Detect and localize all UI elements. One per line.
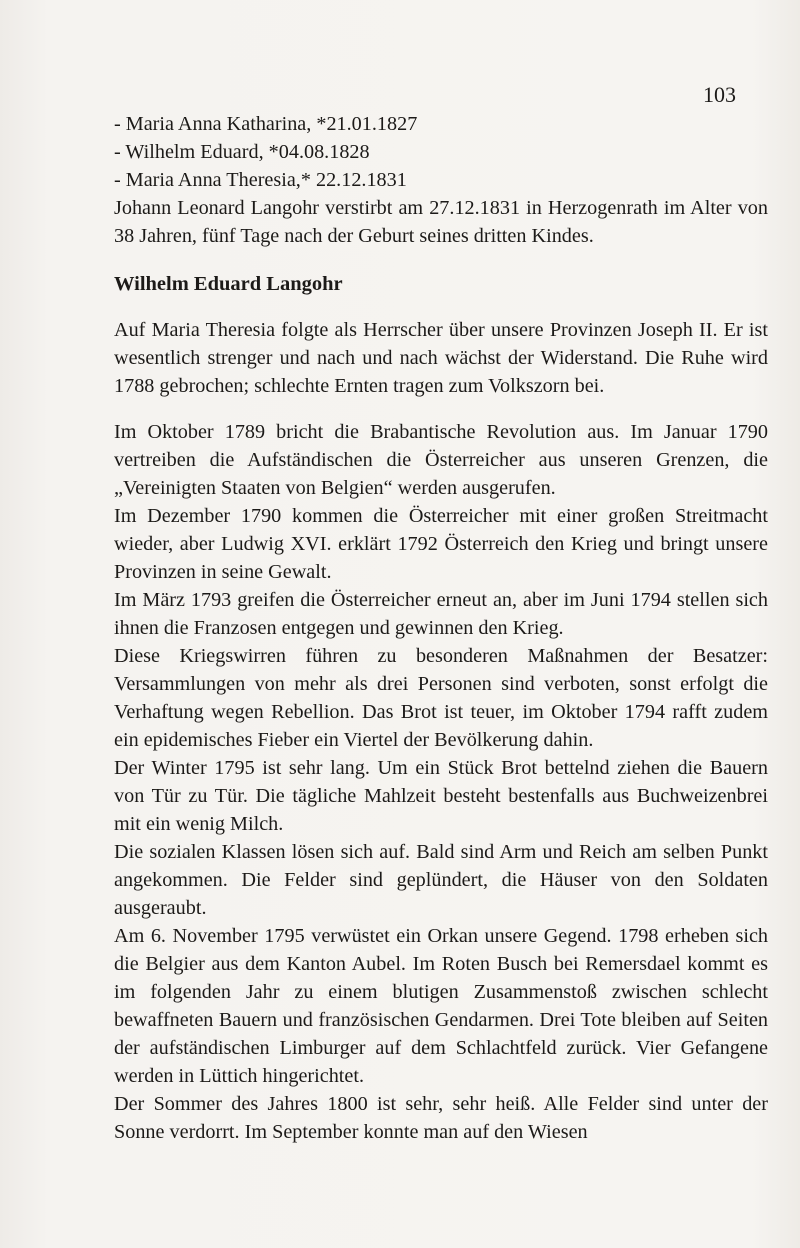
paragraph-november-1795: Am 6. November 1795 verwüstet ein Orkan unsere Gegend. 1798 erheben sich die Belgier aus dem Kanton Aubel. Im Roten Busch bei Remersdael kommt es im folgenden Jahr zu einem blutigen Zusammenstoß zwischen schlecht bewaffneten Bauern und französischen Gendarmen. Drei Tote bleiben auf Seiten der aufständischen Limburger auf dem Schlachtfeld zurück. Vier Gefangene werden in Lüttich hingerichtet. [114,925,768,1087]
paragraph-kriegswirren: Diese Kriegswirren führen zu besonderen Maßnahmen der Besatzer: Versammlungen von mehr als drei Personen sind verboten, sonst erfolgt die Verhaftung wegen Rebellion. Das Brot ist teuer, im Oktober 1794 rafft zudem ein epidemisches Fieber ein Viertel der Bevölkerung dahin. [114,645,768,751]
paragraph-social-classes: Die sozialen Klassen lösen sich auf. Bald sind Arm und Reich am selben Punkt angekommen. Die Felder sind geplündert, die Häuser von den Soldaten ausgeraubt. [114,841,768,919]
page-text [114,110,768,1146]
paragraph-march-1793: Im März 1793 greifen die Österreicher erneut an, aber im Juni 1794 stellen sich ihnen die Franzosen entgegen und gewinnen den Krieg. [114,589,768,639]
paragraph-summer-1800: Der Sommer des Jahres 1800 ist sehr, sehr heiß. Alle Felder sind unter der Sonne verdorrt. Im September konnte man auf den Wiesen [114,1093,768,1143]
intro-paragraph: Johann Leonard Langohr verstirbt am 27.12.1831 in Herzogenrath im Alter von 38 Jahren, fünf Tage nach der Geburt seines dritten Kindes. [114,197,768,247]
list-item-child-3: - Maria Anna Theresia,* 22.12.1831 [114,169,407,191]
page-number: 103 [703,82,736,107]
paragraph-brabant-revolution: Im Oktober 1789 bricht die Brabantische Revolution aus. Im Januar 1790 vertreiben die Aufständischen die Österreicher aus unseren Grenzen, die „Vereinigten Staaten von Belgien“ werden ausgerufen. [114,421,768,499]
paragraph-winter-1795: Der Winter 1795 ist sehr lang. Um ein Stück Brot bettelnd ziehen die Bauern von Tür zu Tür. Die tägliche Mahlzeit besteht bestenfalls aus Buchweizenbrei mit ein wenig Milch. [114,757,768,835]
list-item-child-1: - Maria Anna Katharina, *21.01.1827 [114,113,418,135]
paragraph-december-1790: Im Dezember 1790 kommen die Österreicher mit einer großen Streitmacht wieder, aber Ludwig XVI. erklärt 1792 Österreich den Krieg und bringt unsere Provinzen in seine Gewalt. [114,505,768,583]
list-item-child-2: - Wilhelm Eduard, *04.08.1828 [114,141,370,163]
section-heading: Wilhelm Eduard Langohr [114,273,343,295]
paragraph-joseph-ii: Auf Maria Theresia folgte als Herrscher über unsere Provinzen Joseph II. Er ist wesentlich strenger und nach und nach wächst der Widerstand. Die Ruhe wird 1788 gebrochen; schlechte Ernten tragen zum Volkszorn bei. [114,319,768,397]
